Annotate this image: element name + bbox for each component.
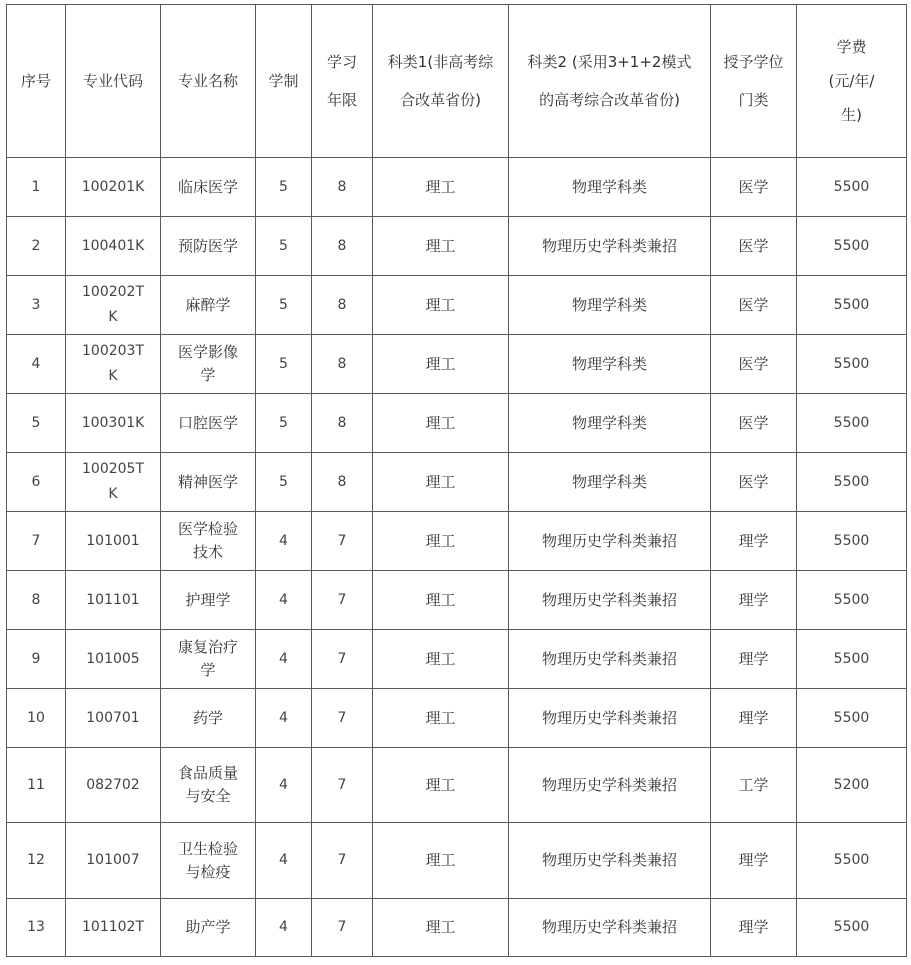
cell-years: 8	[312, 335, 373, 394]
cell-duration: 5	[256, 394, 312, 453]
header-category-2: 科类2 (采用3+1+2模式 的高考综合改革省份)	[509, 5, 711, 158]
cell-duration: 5	[256, 335, 312, 394]
cell-name: 药学	[161, 689, 256, 748]
cell-fee: 5500	[797, 158, 907, 217]
table-row	[7, 217, 907, 276]
cell-category-1: 理工	[373, 335, 509, 394]
cell-code: 082702	[66, 748, 161, 823]
cell-duration: 4	[256, 689, 312, 748]
cell-fee: 5500	[797, 512, 907, 571]
header-seq: 序号	[7, 5, 66, 158]
cell-code: 101007	[66, 823, 161, 899]
cell-code: 100301K	[66, 394, 161, 453]
table-header-row	[7, 5, 907, 158]
cell-degree: 理学	[711, 630, 797, 689]
cell-name: 助产学	[161, 899, 256, 957]
cell-code: 101101	[66, 571, 161, 630]
cell-name: 医学影像学	[161, 335, 256, 394]
header-degree: 授予学位 门类	[711, 5, 797, 158]
cell-degree: 医学	[711, 453, 797, 512]
table-row	[7, 394, 907, 453]
cell-fee: 5500	[797, 335, 907, 394]
cell-category-2: 物理历史学科类兼招	[509, 689, 711, 748]
cell-code: 100201K	[66, 158, 161, 217]
cell-duration: 4	[256, 630, 312, 689]
cell-fee: 5500	[797, 823, 907, 899]
table-row	[7, 630, 907, 689]
table-row	[7, 899, 907, 957]
cell-category-1: 理工	[373, 571, 509, 630]
cell-name: 食品质量与安全	[161, 748, 256, 823]
cell-name: 医学检验技术	[161, 512, 256, 571]
cell-category-2: 物理历史学科类兼招	[509, 630, 711, 689]
cell-name: 康复治疗学	[161, 630, 256, 689]
cell-code: 101001	[66, 512, 161, 571]
cell-degree: 医学	[711, 217, 797, 276]
header-name: 专业名称	[161, 5, 256, 158]
cell-seq: 13	[7, 899, 66, 957]
cell-fee: 5200	[797, 748, 907, 823]
cell-fee: 5500	[797, 276, 907, 335]
cell-degree: 工学	[711, 748, 797, 823]
cell-degree: 理学	[711, 571, 797, 630]
cell-code: 100401K	[66, 217, 161, 276]
cell-category-2: 物理学科类	[509, 335, 711, 394]
cell-seq: 6	[7, 453, 66, 512]
cell-category-1: 理工	[373, 899, 509, 957]
cell-seq: 12	[7, 823, 66, 899]
cell-years: 7	[312, 899, 373, 957]
cell-fee: 5500	[797, 571, 907, 630]
cell-duration: 4	[256, 512, 312, 571]
cell-duration: 5	[256, 158, 312, 217]
cell-seq: 2	[7, 217, 66, 276]
cell-seq: 8	[7, 571, 66, 630]
cell-code: 100701	[66, 689, 161, 748]
table-row	[7, 823, 907, 899]
cell-degree: 理学	[711, 512, 797, 571]
cell-code: 100203TK	[66, 335, 161, 394]
admissions-table-wrapper	[6, 4, 907, 957]
cell-degree: 医学	[711, 158, 797, 217]
cell-duration: 5	[256, 217, 312, 276]
cell-code: 100202TK	[66, 276, 161, 335]
cell-seq: 1	[7, 158, 66, 217]
cell-years: 7	[312, 512, 373, 571]
cell-name: 精神医学	[161, 453, 256, 512]
cell-category-1: 理工	[373, 158, 509, 217]
cell-category-2: 物理历史学科类兼招	[509, 512, 711, 571]
cell-seq: 5	[7, 394, 66, 453]
header-fee: 学费 (元/年/ 生)	[797, 5, 907, 158]
cell-category-1: 理工	[373, 630, 509, 689]
cell-code: 101102T	[66, 899, 161, 957]
cell-category-1: 理工	[373, 453, 509, 512]
major-fee-table	[6, 4, 907, 957]
cell-category-1: 理工	[373, 512, 509, 571]
cell-name: 口腔医学	[161, 394, 256, 453]
cell-code: 101005	[66, 630, 161, 689]
cell-category-2: 物理历史学科类兼招	[509, 217, 711, 276]
cell-years: 7	[312, 630, 373, 689]
cell-name: 预防医学	[161, 217, 256, 276]
header-code: 专业代码	[66, 5, 161, 158]
cell-category-2: 物理历史学科类兼招	[509, 748, 711, 823]
cell-category-1: 理工	[373, 823, 509, 899]
cell-fee: 5500	[797, 689, 907, 748]
cell-years: 8	[312, 158, 373, 217]
cell-seq: 4	[7, 335, 66, 394]
cell-category-1: 理工	[373, 217, 509, 276]
cell-category-2: 物理学科类	[509, 276, 711, 335]
header-duration: 学制	[256, 5, 312, 158]
cell-years: 8	[312, 453, 373, 512]
cell-category-2: 物理历史学科类兼招	[509, 899, 711, 957]
table-row	[7, 335, 907, 394]
cell-degree: 医学	[711, 276, 797, 335]
cell-category-2: 物理学科类	[509, 158, 711, 217]
cell-seq: 7	[7, 512, 66, 571]
cell-name: 临床医学	[161, 158, 256, 217]
cell-years: 8	[312, 394, 373, 453]
cell-degree: 理学	[711, 689, 797, 748]
cell-fee: 5500	[797, 217, 907, 276]
cell-duration: 4	[256, 899, 312, 957]
cell-duration: 5	[256, 453, 312, 512]
cell-degree: 理学	[711, 823, 797, 899]
cell-category-2: 物理学科类	[509, 453, 711, 512]
cell-category-2: 物理学科类	[509, 394, 711, 453]
table-row	[7, 512, 907, 571]
cell-duration: 5	[256, 276, 312, 335]
cell-seq: 11	[7, 748, 66, 823]
cell-duration: 4	[256, 748, 312, 823]
cell-category-1: 理工	[373, 394, 509, 453]
cell-fee: 5500	[797, 394, 907, 453]
table-row	[7, 689, 907, 748]
cell-fee: 5500	[797, 899, 907, 957]
cell-seq: 3	[7, 276, 66, 335]
cell-category-1: 理工	[373, 748, 509, 823]
cell-seq: 9	[7, 630, 66, 689]
table-row	[7, 158, 907, 217]
cell-duration: 4	[256, 823, 312, 899]
header-category-1: 科类1(非高考综 合改革省份)	[373, 5, 509, 158]
table-row	[7, 571, 907, 630]
cell-years: 7	[312, 571, 373, 630]
table-row	[7, 276, 907, 335]
cell-category-2: 物理历史学科类兼招	[509, 823, 711, 899]
cell-degree: 医学	[711, 394, 797, 453]
cell-seq: 10	[7, 689, 66, 748]
cell-category-1: 理工	[373, 689, 509, 748]
cell-degree: 理学	[711, 899, 797, 957]
cell-category-1: 理工	[373, 276, 509, 335]
cell-years: 7	[312, 748, 373, 823]
cell-years: 7	[312, 823, 373, 899]
cell-degree: 医学	[711, 335, 797, 394]
table-row	[7, 453, 907, 512]
cell-name: 麻醉学	[161, 276, 256, 335]
cell-duration: 4	[256, 571, 312, 630]
cell-name: 护理学	[161, 571, 256, 630]
cell-category-2: 物理历史学科类兼招	[509, 571, 711, 630]
cell-years: 7	[312, 689, 373, 748]
cell-code: 100205TK	[66, 453, 161, 512]
table-row	[7, 748, 907, 823]
header-years: 学习 年限	[312, 5, 373, 158]
cell-years: 8	[312, 276, 373, 335]
cell-name: 卫生检验与检疫	[161, 823, 256, 899]
cell-years: 8	[312, 217, 373, 276]
cell-fee: 5500	[797, 630, 907, 689]
cell-fee: 5500	[797, 453, 907, 512]
